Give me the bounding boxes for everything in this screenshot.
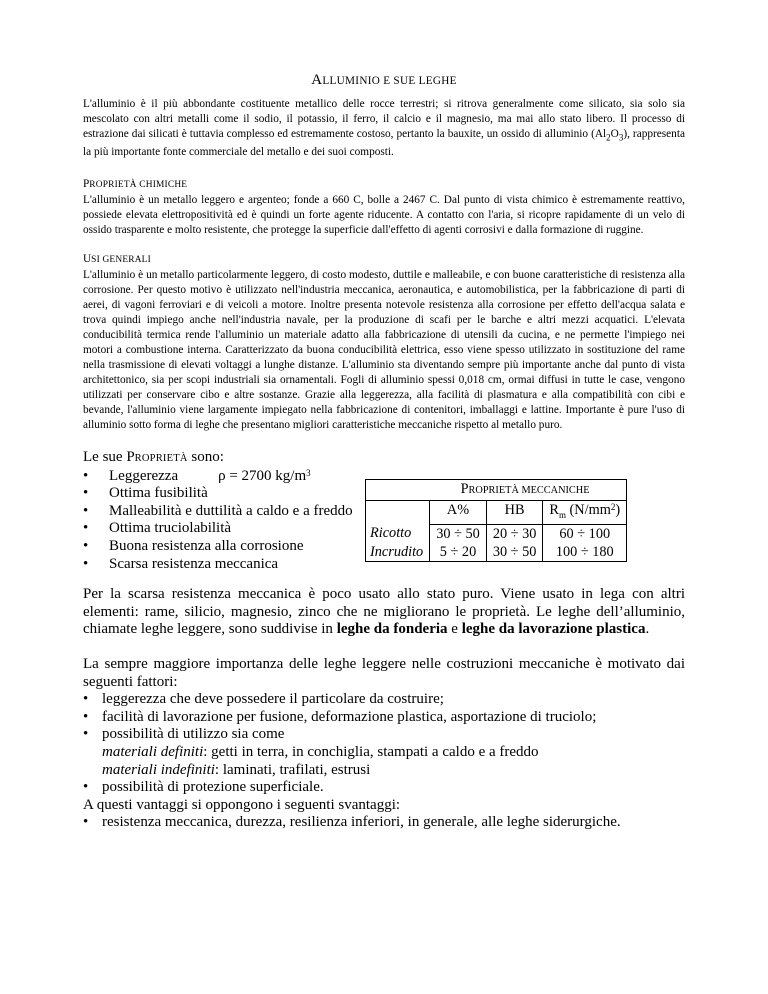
bullet: •: [83, 520, 89, 537]
chem-text: L'alluminio è un metallo leggero e argenteo; fonde a 660 C, bolle a 2467 C. Dal punto di vista chimico è estremamente reattivo, possiede elevata elettropositività ed è quindi un forte agente riducente. A contatto con l'aria, si ricopre rapidamente di un velo di ossido trasparente e molto resistente, che protegge la superficie dall'effetto di agenti corrosivi e dalla formazione di ruggine.: [83, 194, 685, 236]
disadvantages-list: [83, 814, 685, 832]
property-text: Buona resistenza alla corrosione: [109, 537, 304, 554]
cell-hb: 20 ÷ 30: [486, 524, 543, 543]
properties-intro: [83, 449, 685, 468]
property-text: Malleabilità e duttilità a caldo e a freddo: [109, 502, 353, 519]
table-header-row: [366, 501, 627, 525]
advantages-list-2: [83, 779, 685, 797]
table-title: [366, 480, 627, 501]
table-row: [366, 543, 627, 562]
rm-exp: 2: [610, 502, 616, 512]
defined-materials-label: materiali definiti: [102, 743, 204, 760]
advantages-list: [83, 691, 685, 744]
usi-text: L'alluminio è un metallo particolarmente leggero, di costo modesto, duttile e malleabile, e con buone caratteristiche di resistenza alla corrosione. Per questo motivo è utilizzato nell'industria meccanica, aeronautica, e automobilistica, per la fabbricazione di parti di aerei, di vagoni ferroviari e di veicoli a motore. Inoltre presenta notevole resistenza alla corrosione per effetto dell'acqua salata e trova quindi impiego anche nell'industria navale, per la produzione di scafi per le barche e altri mezzi acquatici. L'elevata conducibilità termica rende l'alluminio un materiale adatto alla fabbricazione di utensili da cucina, e ne permette l'impiego nei motori a combustione interna. Caratterizzato da buona conducibilità elettrica, esso viene spesso utilizzato in sostituzione del rame nella trasmissione di elevati voltaggi a lunghe distanze. L'alluminio sta diventando sempre più importante anche dal punto di vista architettonico, sia per scopi industriali sia ornamentali. Fogli di alluminio spessi 0,018 cm, ormai diffusi in tutte le case, vengono utilizzati per conservare cibo e altre sostanze. Grazie alla leggerezza, alla facilità di plasmatura e alla compatibilità con cibi e bevande, l'alluminio viene largamente impiegato nella fabbricazione di contenitori, imballaggi e lattine. Importante è pure l'uso di alluminio sotto forma di leghe che presentano migliori caratteristiche meccaniche rispetto al metallo puro.: [83, 269, 685, 431]
intro-paragraph: [83, 97, 685, 160]
list-item: [83, 814, 685, 832]
column-header-rm: [543, 501, 627, 525]
chem-heading-initial: P: [83, 178, 90, 190]
list-item: [83, 726, 685, 744]
para1-text-1: Per la scarsa resistenza meccanica è poco usato allo stato puro. Viene usato in lega con altri elementi: rame, silicio, magnesio, zinco che ne migliorano le proprietà. Le leghe dell’alluminio, chiamate leghe leggere, sono suddivise in: [83, 586, 685, 638]
list-item: [83, 779, 685, 797]
undefined-materials-label: materiali indefiniti: [102, 761, 215, 778]
table-corner: [366, 501, 430, 525]
bullet: •: [83, 485, 89, 502]
table-title-first: P: [460, 481, 469, 497]
row-label: Ricotto: [366, 524, 430, 543]
property-text: Leggerezza: [109, 467, 179, 484]
disadvantages-intro: A questi vantaggi si oppongono i seguenti svantaggi:: [83, 796, 401, 813]
property-text: Ottima fusibilità: [109, 485, 208, 502]
intro-sub-2: 3: [618, 132, 624, 143]
bullet: •: [83, 502, 89, 519]
plastic-alloys: leghe da lavorazione plastica: [461, 621, 646, 638]
usi-heading-rest: SI GENERALI: [91, 255, 151, 265]
table-row: [366, 524, 627, 543]
chemical-properties-section: [83, 177, 685, 238]
cell-a: 5 ÷ 20: [430, 543, 487, 562]
bullet: •: [83, 537, 89, 554]
usi-heading: [83, 252, 685, 268]
rm-unit: (N/mm: [565, 502, 611, 518]
para1-text-3: .: [645, 621, 650, 638]
density-exponent: 3: [306, 467, 311, 478]
intro-text-1: L'alluminio è il più abbondante costituente metallico delle rocce terrestri; si ritrova generalmente come silicato, sia solo sia mescolato con altri metalli come il sodio, il potassio, il ferro, il calcio e il magnesio, ma mai allo stato libero. Il processo di estrazione dai silicati è tuttavia complesso ed estremamente costoso, pertanto la bauxite, un ossido di alluminio (Al: [83, 98, 685, 140]
intro-text-3: ), rappresenta la più importante fonte commerciale del metallo e dei suoi composti.: [83, 128, 685, 159]
bullet: •: [83, 555, 89, 572]
list-item: [83, 709, 685, 727]
defined-materials-text: : getti in terra, in conchiglia, stampati a caldo e a freddo: [203, 743, 539, 760]
undefined-materials-text: : laminati, trafilati, estrusi: [214, 761, 371, 778]
property-text: Scarsa resistenza meccanica: [109, 555, 279, 572]
bullet: •: [83, 779, 89, 796]
advantage-text: leggerezza che deve possedere il particolare da costruire;: [102, 691, 444, 708]
rm-close: ): [615, 502, 621, 518]
cell-rm: 100 ÷ 180: [543, 543, 627, 562]
properties-intro-sc-rest: ROPRIETÀ: [134, 453, 188, 464]
para1-text-2: e: [447, 621, 462, 638]
usi-heading-initial: U: [83, 253, 92, 265]
properties-intro-post: sono:: [187, 449, 224, 465]
rm-sub: m: [558, 509, 566, 520]
property-text: Ottima truciolabilità: [109, 520, 232, 537]
alloys-paragraph: [83, 586, 685, 639]
bullet: •: [83, 708, 89, 725]
chem-heading: [83, 177, 685, 193]
properties-intro-pre: Le sue: [83, 449, 127, 465]
rm-r: R: [549, 502, 559, 518]
mechanical-properties-table-wrap: [365, 479, 627, 562]
density-value: ρ = 2700 kg/m: [218, 467, 307, 484]
title-rest: LLUMINIO E SUE LEGHE: [322, 75, 457, 87]
bullet: •: [83, 814, 89, 831]
mechanical-properties-table: [365, 479, 627, 562]
chem-heading-rest: ROPRIETÀ CHIMICHE: [89, 180, 188, 190]
bullet: •: [83, 726, 89, 743]
intro-text-2: O: [610, 128, 619, 140]
disadvantage-text: resistenza meccanica, durezza, resilienza inferiori, in generale, alle leghe siderurgiche.: [102, 814, 621, 831]
row-label: Incrudito: [366, 543, 430, 562]
bullet: •: [83, 467, 89, 484]
foundry-alloys: leghe da fonderia: [336, 621, 448, 638]
title-initial: A: [311, 72, 323, 88]
properties-intro-sc-first: P: [126, 449, 135, 465]
page-title: [0, 72, 768, 89]
list-item: [83, 691, 685, 709]
defined-materials-line: [83, 744, 685, 762]
cell-hb: 30 ÷ 50: [486, 543, 543, 562]
intro-sub-1: 2: [606, 132, 611, 143]
advantage-text: facilità di lavorazione per fusione, deformazione plastica, asportazione di truciolo;: [102, 708, 597, 725]
table-title-rest: ROPRIETÀ MECCANICHE: [468, 485, 590, 496]
column-header-hb: HB: [486, 501, 543, 525]
column-header-a: A%: [430, 501, 487, 525]
advantage-text: possibilità di protezione superficiale.: [102, 779, 324, 796]
advantages-section: [83, 656, 685, 832]
advantages-intro: La sempre maggiore importanza delle leghe leggere nelle costruzioni meccaniche è motivato dai seguenti fattori:: [83, 656, 685, 690]
cell-a: 30 ÷ 50: [430, 524, 487, 543]
undefined-materials-line: [83, 762, 685, 780]
bullet: •: [83, 691, 89, 708]
advantage-text: possibilità di utilizzo sia come: [102, 726, 285, 743]
cell-rm: 60 ÷ 100: [543, 524, 627, 543]
general-uses-section: [83, 252, 685, 433]
